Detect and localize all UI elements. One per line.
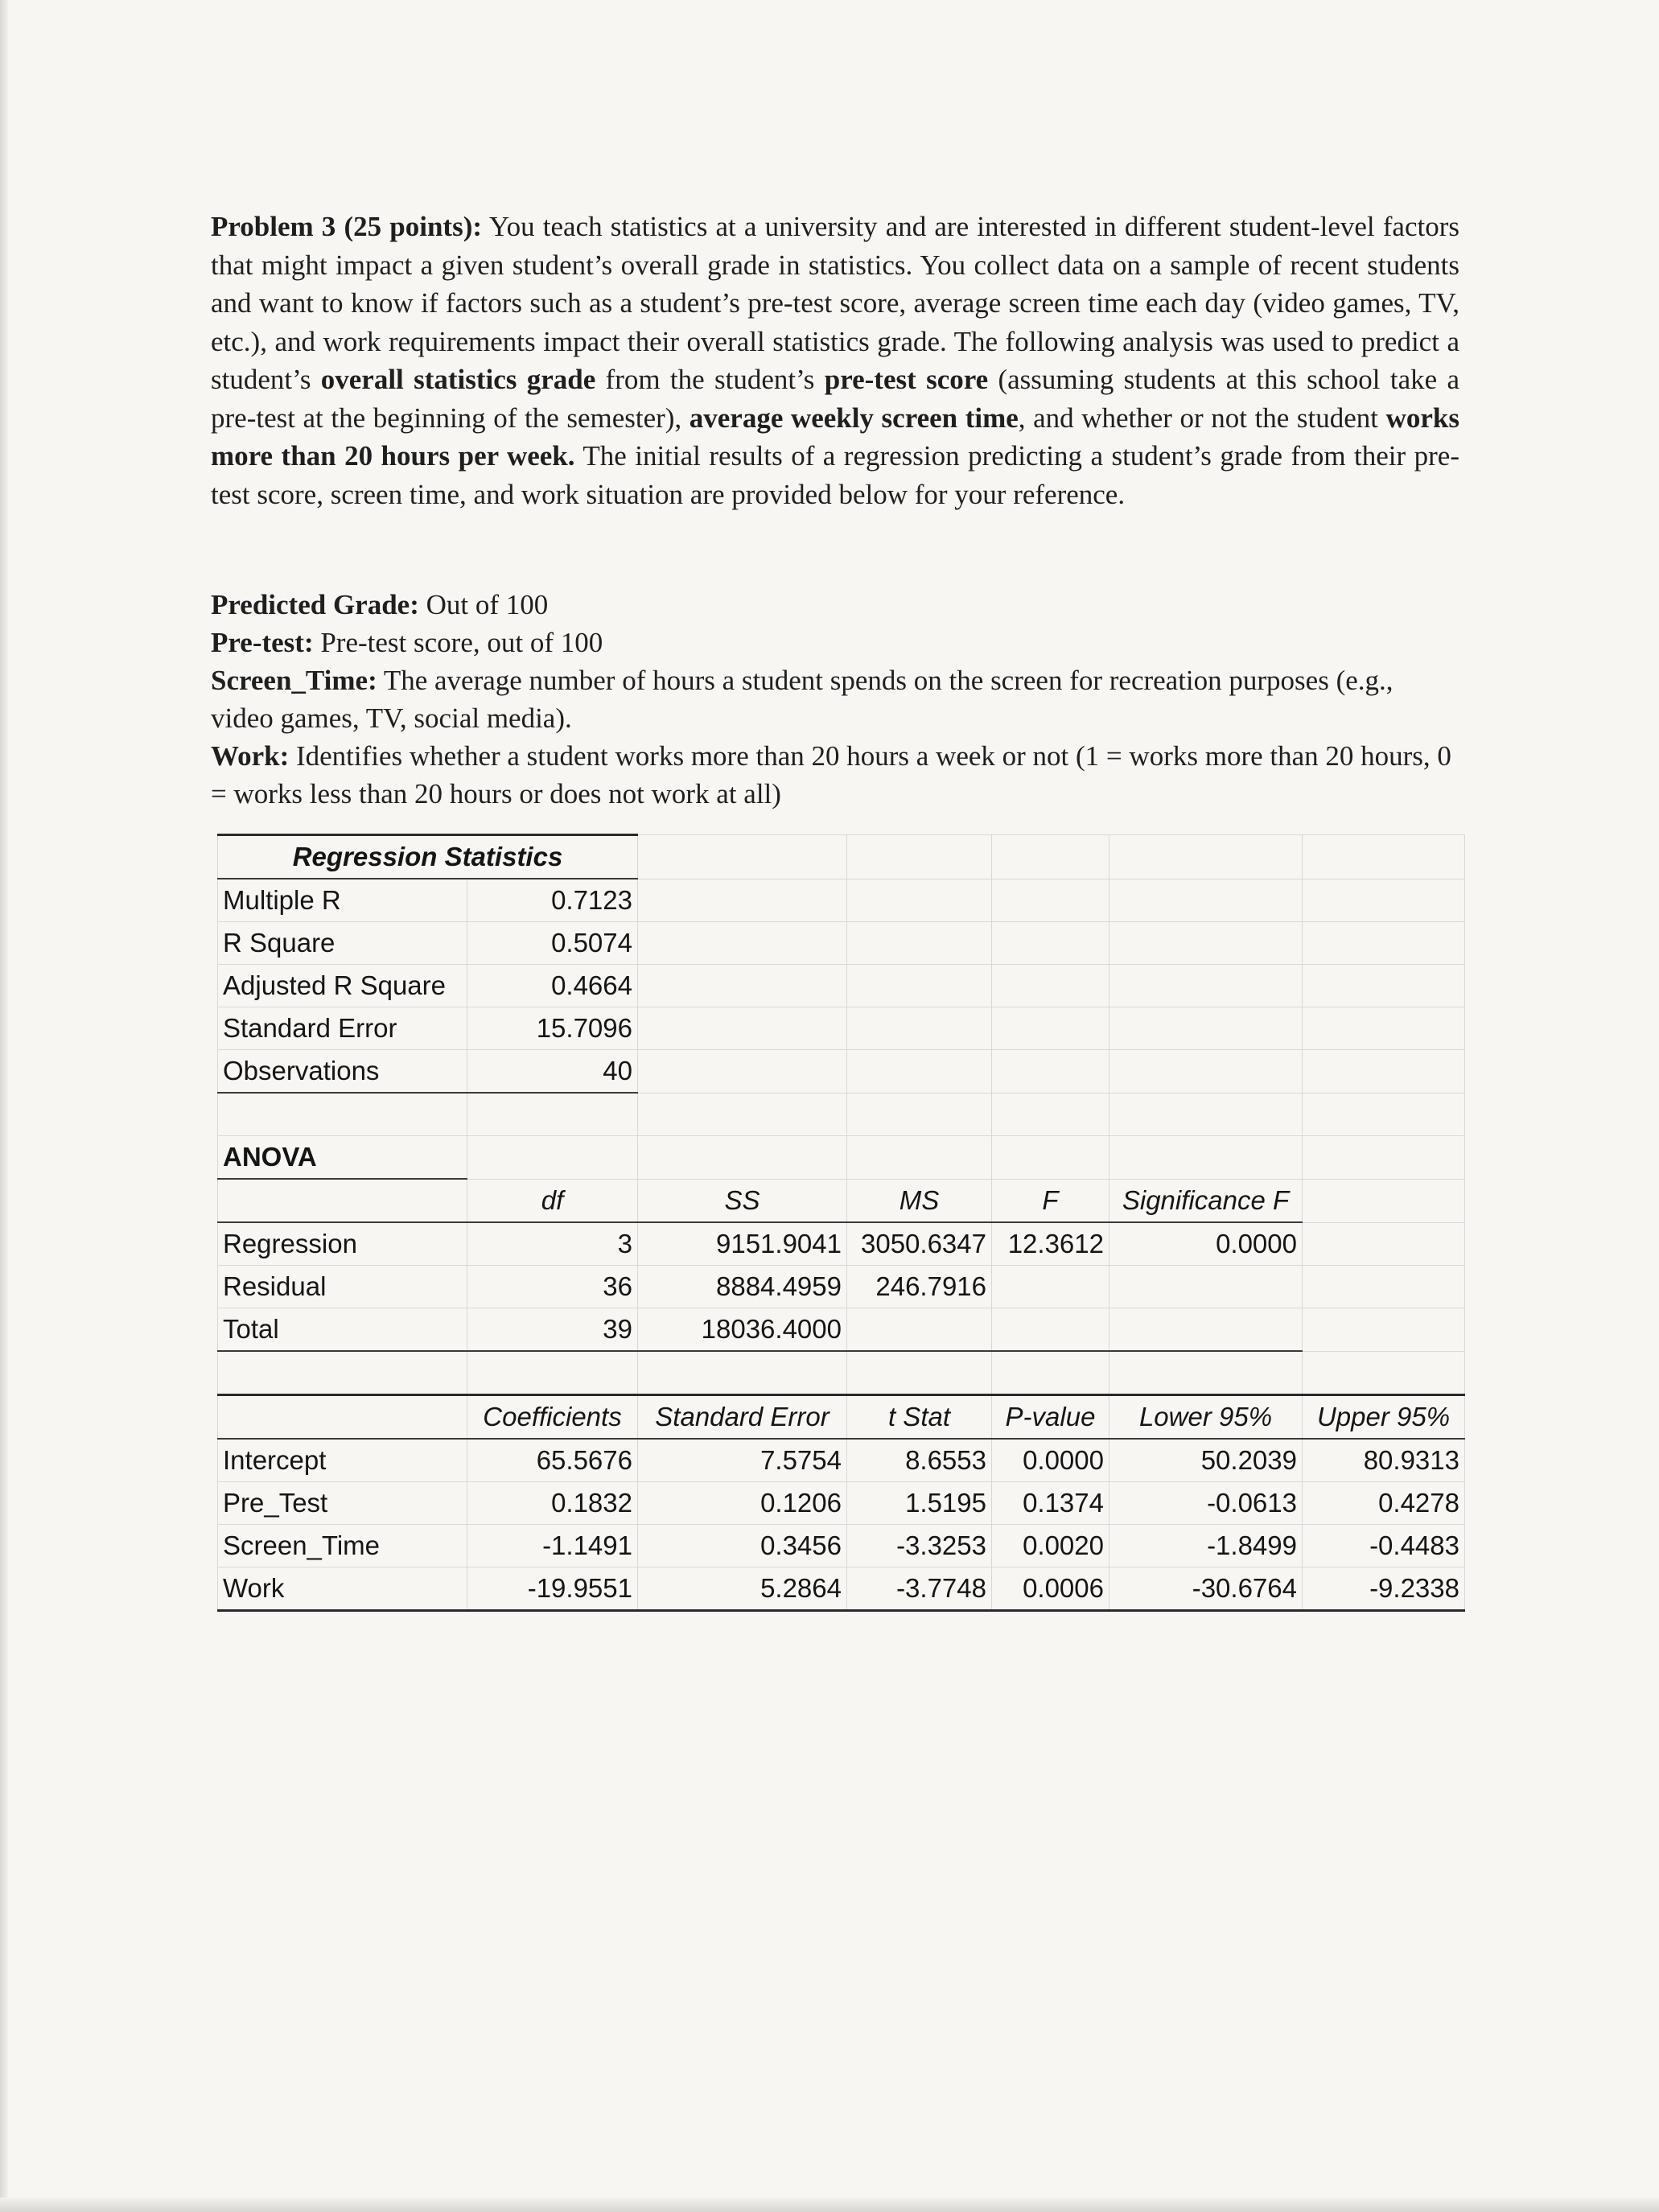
- coef-value: 65.5676: [467, 1439, 638, 1482]
- header-ms: MS: [847, 1179, 992, 1222]
- stat-label: Observations: [218, 1050, 467, 1094]
- coefficients-header-row: [218, 1395, 1465, 1440]
- anova-df: 36: [467, 1266, 638, 1308]
- coef-lower: -30.6764: [1109, 1567, 1303, 1611]
- anova-title-row: [218, 1136, 1465, 1180]
- coef-value: -1.1491: [467, 1525, 638, 1567]
- header-df: df: [467, 1179, 638, 1222]
- variable-definitions: [211, 586, 1459, 813]
- regression-output-table: [217, 834, 1465, 1612]
- header-coefficients: Coefficients: [467, 1395, 638, 1440]
- spacer-row: [218, 1351, 1465, 1395]
- table-row: [218, 1439, 1465, 1482]
- coef-upper: 80.9313: [1303, 1439, 1465, 1482]
- coef-se: 7.5754: [638, 1439, 847, 1482]
- table-row: [218, 1308, 1465, 1352]
- anova-df: 39: [467, 1308, 638, 1352]
- anova-title: ANOVA: [218, 1136, 467, 1180]
- problem-bold-2: pre-test score: [824, 364, 989, 395]
- problem-statement: [211, 208, 1459, 513]
- header-standard-error: Standard Error: [638, 1395, 847, 1440]
- anova-label: Total: [218, 1308, 467, 1352]
- variable-name: Work:: [211, 740, 290, 772]
- coef-p: 0.1374: [992, 1482, 1109, 1525]
- stat-value: 0.7123: [467, 879, 638, 922]
- regression-statistics-title: Regression Statistics: [218, 835, 638, 879]
- anova-sig: [1109, 1266, 1303, 1308]
- problem-heading: Problem 3 (25 points):: [211, 211, 483, 242]
- coef-p: 0.0006: [992, 1567, 1109, 1611]
- problem-bold-1: overall statistics grade: [320, 364, 596, 395]
- table-row: [218, 1266, 1465, 1308]
- table-row: [218, 1007, 1465, 1050]
- anova-ms: 246.7916: [847, 1266, 992, 1308]
- coef-label: Intercept: [218, 1439, 467, 1482]
- anova-ss: 18036.4000: [638, 1308, 847, 1352]
- variable-desc: The average number of hours a student spends on the screen for recreation purposes (e.g., video games, TV, social media).: [211, 665, 1393, 734]
- coef-t: -3.3253: [847, 1525, 992, 1567]
- coef-label: Pre_Test: [218, 1482, 467, 1525]
- anova-df: 3: [467, 1222, 638, 1266]
- page-edge-shadow: [0, 0, 8, 2212]
- coef-upper: 0.4278: [1303, 1482, 1465, 1525]
- page-bottom-shadow: [0, 2198, 1659, 2212]
- anova-sig: [1109, 1308, 1303, 1352]
- coef-t: 1.5195: [847, 1482, 992, 1525]
- header-significance-f: Significance F: [1109, 1179, 1303, 1222]
- variable-work: [211, 737, 1459, 813]
- anova-header-row: [218, 1179, 1465, 1222]
- stat-value: 40: [467, 1050, 638, 1094]
- coef-se: 5.2864: [638, 1567, 847, 1611]
- header-upper-95: Upper 95%: [1303, 1395, 1465, 1440]
- anova-f: [992, 1308, 1109, 1352]
- coef-t: 8.6553: [847, 1439, 992, 1482]
- stat-value: 15.7096: [467, 1007, 638, 1050]
- problem-bold-4: works more than 20 hours per week.: [211, 402, 1459, 472]
- variable-name: Predicted Grade:: [211, 589, 419, 620]
- anova-ms: [847, 1308, 992, 1352]
- table-row: [218, 1050, 1465, 1094]
- coef-value: -19.9551: [467, 1567, 638, 1611]
- coef-label: Screen_Time: [218, 1525, 467, 1567]
- regression-statistics-header: [218, 835, 1465, 879]
- coef-lower: -1.8499: [1109, 1525, 1303, 1567]
- table-row: [218, 922, 1465, 965]
- table-row: [218, 1567, 1465, 1611]
- anova-ss: 8884.4959: [638, 1266, 847, 1308]
- variable-predicted-grade: [211, 586, 1459, 624]
- stat-label: Adjusted R Square: [218, 965, 467, 1007]
- anova-label: Residual: [218, 1266, 467, 1308]
- anova-label: Regression: [218, 1222, 467, 1266]
- coef-lower: 50.2039: [1109, 1439, 1303, 1482]
- stat-label: Standard Error: [218, 1007, 467, 1050]
- coef-p: 0.0000: [992, 1439, 1109, 1482]
- variable-name: Screen_Time:: [211, 665, 377, 696]
- problem-text-2: from the student’s: [595, 364, 825, 395]
- stat-label: Multiple R: [218, 879, 467, 922]
- header-f: F: [992, 1179, 1109, 1222]
- regression-output-sheet: [217, 834, 1465, 1612]
- problem-text-5: The initial results of a regression predicting a student’s grade from their pre-test score, screen time, and work situation are provided below for your reference.: [211, 440, 1459, 510]
- coef-upper: -9.2338: [1303, 1567, 1465, 1611]
- problem-text-3: (assuming students at this school take a pre-test at the beginning of the semester),: [211, 364, 1459, 434]
- variable-screen-time: [211, 661, 1459, 737]
- coef-se: 0.1206: [638, 1482, 847, 1525]
- stat-value: 0.5074: [467, 922, 638, 965]
- stat-value: 0.4664: [467, 965, 638, 1007]
- coef-label: Work: [218, 1567, 467, 1611]
- coef-se: 0.3456: [638, 1525, 847, 1567]
- table-row: [218, 1525, 1465, 1567]
- header-p-value: P-value: [992, 1395, 1109, 1440]
- problem-text-1: You teach statistics at a university and are interested in different student-level factors that might impact a given student’s overall grade in statistics. You collect data on a sample of recent students and want to know if factors such as a student’s pre-test score, average screen time each day (video games, TV, etc.), and work requirements impact their overall statistics grade. The following analysis was used to predict a student’s: [211, 211, 1459, 395]
- anova-sig: 0.0000: [1109, 1222, 1303, 1266]
- table-row: [218, 965, 1465, 1007]
- coef-value: 0.1832: [467, 1482, 638, 1525]
- variable-pre-test: [211, 624, 1459, 661]
- anova-ss: 9151.9041: [638, 1222, 847, 1266]
- table-row: [218, 1222, 1465, 1266]
- table-row: [218, 879, 1465, 922]
- variable-name: Pre-test:: [211, 627, 314, 658]
- variable-desc: Out of 100: [418, 589, 549, 620]
- problem-bold-3: average weekly screen time: [689, 402, 1019, 434]
- variable-desc: Identifies whether a student works more than 20 hours a week or not (1 = works more than 20 hours, 0 = works less than 20 hours or does not work at all): [211, 740, 1451, 809]
- table-row: [218, 1482, 1465, 1525]
- coef-upper: -0.4483: [1303, 1525, 1465, 1567]
- problem-text-4: , and whether or not the student: [1018, 402, 1386, 434]
- variable-desc: Pre-test score, out of 100: [313, 627, 603, 658]
- coef-lower: -0.0613: [1109, 1482, 1303, 1525]
- spacer-row: [218, 1093, 1465, 1136]
- coef-p: 0.0020: [992, 1525, 1109, 1567]
- anova-f: [992, 1266, 1109, 1308]
- header-ss: SS: [638, 1179, 847, 1222]
- coef-t: -3.7748: [847, 1567, 992, 1611]
- anova-ms: 3050.6347: [847, 1222, 992, 1266]
- anova-f: 12.3612: [992, 1222, 1109, 1266]
- header-lower-95: Lower 95%: [1109, 1395, 1303, 1440]
- stat-label: R Square: [218, 922, 467, 965]
- header-t-stat: t Stat: [847, 1395, 992, 1440]
